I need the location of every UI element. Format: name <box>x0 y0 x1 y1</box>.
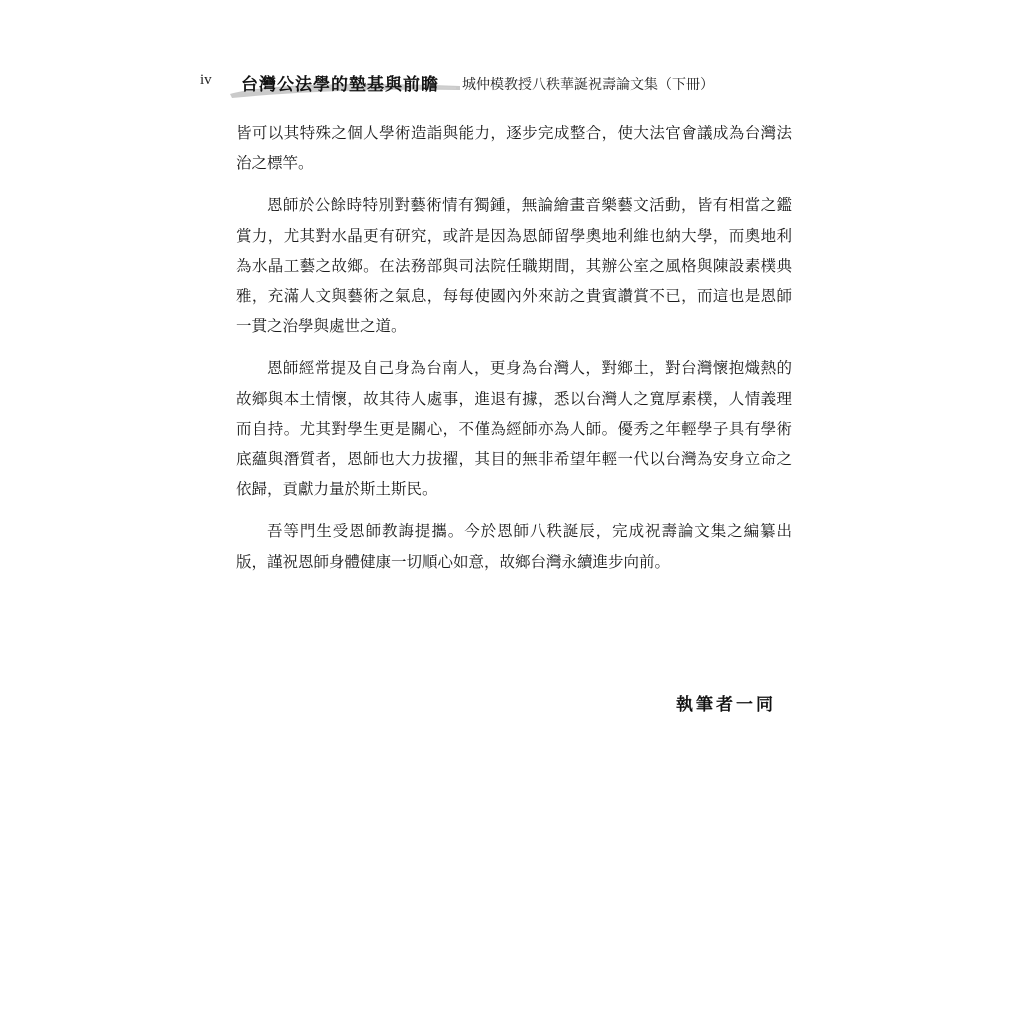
body-text <box>236 118 792 589</box>
paragraph: 吾等門生受恩師教誨提攜。今於恩師八秩誕辰，完成祝壽論文集之編纂出版，謹祝恩師身體健康一切順心如意，故鄉台灣永續進步向前。 <box>236 522 792 571</box>
paragraph: 恩師經常提及自己身為台南人，更身為台灣人，對鄉土，對台灣懷抱熾熱的故鄉與本土情懷，故其待人處事，進退有據，悉以台灣人之寬厚素樸，人情義理而自持。尤其對學生更是關心，不僅為經師亦為人師。優秀之年輕學子具有學術底蘊與潛質者，恩師也大力拔擢，其目的無非希望年輕一代以台灣為安身立命之依歸，貢獻力量於斯土斯民。 <box>236 359 792 499</box>
paragraph: 皆可以其特殊之個人學術造詣與能力，逐步完成整合，使大法官會議成為台灣法治之標竿。 <box>236 124 792 173</box>
paragraph: 恩師於公餘時特別對藝術情有獨鍾，無論繪畫音樂藝文活動，皆有相當之鑑賞力，尤其對水晶更有研究，或許是因為恩師留學奧地利維也納大學，而奧地利為水晶工藝之故鄉。在法務部與司法院任職期間，其辦公室之風格與陳設素樸典雅，充滿人文與藝術之氣息，每每使國內外來訪之貴賓讚賞不已，而這也是恩師一貫之治學與處世之道。 <box>236 196 792 336</box>
page-number: iv <box>200 72 212 88</box>
signature: 執筆者一同 <box>676 695 776 715</box>
book-title: 台灣公法學的墊基與前瞻 <box>241 75 439 95</box>
book-subtitle: 城仲模教授八秩華誕祝壽論文集（下冊） <box>462 77 714 93</box>
running-header <box>0 0 1024 110</box>
